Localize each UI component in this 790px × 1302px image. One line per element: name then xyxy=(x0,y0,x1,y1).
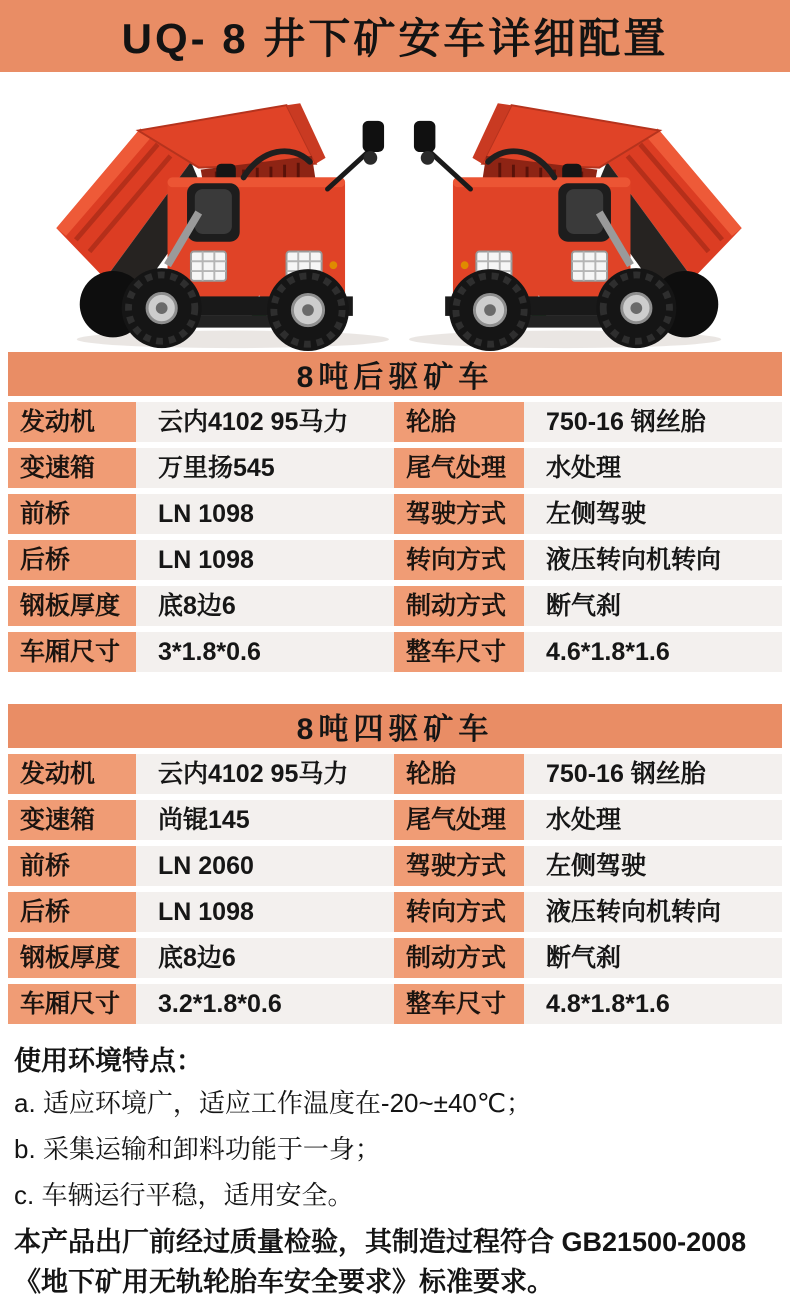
spec-label: 车厢尺寸 xyxy=(8,984,136,1024)
spec-value: 底8边6 xyxy=(136,586,394,626)
spec-label: 前桥 xyxy=(8,494,136,534)
note-item-c: c. 车辆运行平稳，适用安全。 xyxy=(14,1180,354,1210)
spec-label: 钢板厚度 xyxy=(8,938,136,978)
spec-value: LN 1098 xyxy=(136,494,394,534)
spec-label: 后桥 xyxy=(8,540,136,580)
tables-spacer xyxy=(0,678,790,704)
note-item-b: b. 采集运输和卸料功能于一身； xyxy=(14,1134,381,1164)
spec-value: 万里扬545 xyxy=(136,448,394,488)
spec-label: 轮胎 xyxy=(394,402,524,442)
spec-table-title: 8吨后驱矿车 xyxy=(8,352,782,396)
mine-dump-truck-image-left xyxy=(52,74,404,352)
spec-value: 液压转向机转向 xyxy=(524,540,782,580)
spec-label: 驾驶方式 xyxy=(394,846,524,886)
spec-label: 驾驶方式 xyxy=(394,494,524,534)
spec-label: 尾气处理 xyxy=(394,800,524,840)
spec-value: 断气刹 xyxy=(524,938,782,978)
spec-value: 4.8*1.8*1.6 xyxy=(524,984,782,1024)
spec-label: 尾气处理 xyxy=(394,448,524,488)
note-item-a: a. 适应环境广，适应工作温度在-20~±40℃； xyxy=(14,1088,533,1118)
spec-value: 液压转向机转向 xyxy=(524,892,782,932)
spec-label: 制动方式 xyxy=(394,938,524,978)
usage-notes-section xyxy=(0,1030,790,1302)
spec-label: 发动机 xyxy=(8,754,136,794)
spec-value: 750-16 钢丝胎 xyxy=(524,754,782,794)
spec-value: 底8边6 xyxy=(136,938,394,978)
title-bar xyxy=(0,0,790,72)
spec-value: LN 1098 xyxy=(136,892,394,932)
spec-value: 3*1.8*0.6 xyxy=(136,632,394,672)
spec-value: 云内4102 95马力 xyxy=(136,402,394,442)
spec-label: 转向方式 xyxy=(394,540,524,580)
spec-label: 钢板厚度 xyxy=(8,586,136,626)
spec-table-rear-drive xyxy=(8,352,782,678)
spec-value: 断气刹 xyxy=(524,586,782,626)
spec-label: 制动方式 xyxy=(394,586,524,626)
spec-label: 转向方式 xyxy=(394,892,524,932)
compliance-line-1: 本产品出厂前经过质量检验，其制造过程符合 GB21500-2008 xyxy=(14,1227,747,1257)
spec-label: 发动机 xyxy=(8,402,136,442)
spec-label: 整车尺寸 xyxy=(394,984,524,1024)
spec-value: 4.6*1.8*1.6 xyxy=(524,632,782,672)
spec-value: 左侧驾驶 xyxy=(524,846,782,886)
compliance-line-2: 《地下矿用无轨轮胎车安全要求》标准要求。 xyxy=(14,1267,554,1297)
spec-label: 车厢尺寸 xyxy=(8,632,136,672)
spec-value: 水处理 xyxy=(524,800,782,840)
spec-value: 750-16 钢丝胎 xyxy=(524,402,782,442)
spec-table-body xyxy=(8,396,782,678)
spec-value: LN 2060 xyxy=(136,846,394,886)
compliance-statement xyxy=(14,1222,776,1302)
spec-value: 云内4102 95马力 xyxy=(136,754,394,794)
spec-label: 整车尺寸 xyxy=(394,632,524,672)
spec-table-body xyxy=(8,748,782,1030)
spec-value: LN 1098 xyxy=(136,540,394,580)
spec-value: 左侧驾驶 xyxy=(524,494,782,534)
truck-images-section xyxy=(0,72,790,352)
spec-value: 3.2*1.8*0.6 xyxy=(136,984,394,1024)
spec-label: 变速箱 xyxy=(8,448,136,488)
spec-label: 后桥 xyxy=(8,892,136,932)
spec-label: 变速箱 xyxy=(8,800,136,840)
spec-table-title: 8吨四驱矿车 xyxy=(8,704,782,748)
spec-value: 尚锟145 xyxy=(136,800,394,840)
spec-table-four-wheel-drive xyxy=(8,704,782,1030)
mine-dump-truck-image-right xyxy=(394,74,746,352)
spec-label: 前桥 xyxy=(8,846,136,886)
spec-label: 轮胎 xyxy=(394,754,524,794)
spec-value: 水处理 xyxy=(524,448,782,488)
page-title: UQ- 8 井下矿安车详细配置 xyxy=(121,15,669,62)
notes-heading: 使用环境特点： xyxy=(14,1046,203,1076)
